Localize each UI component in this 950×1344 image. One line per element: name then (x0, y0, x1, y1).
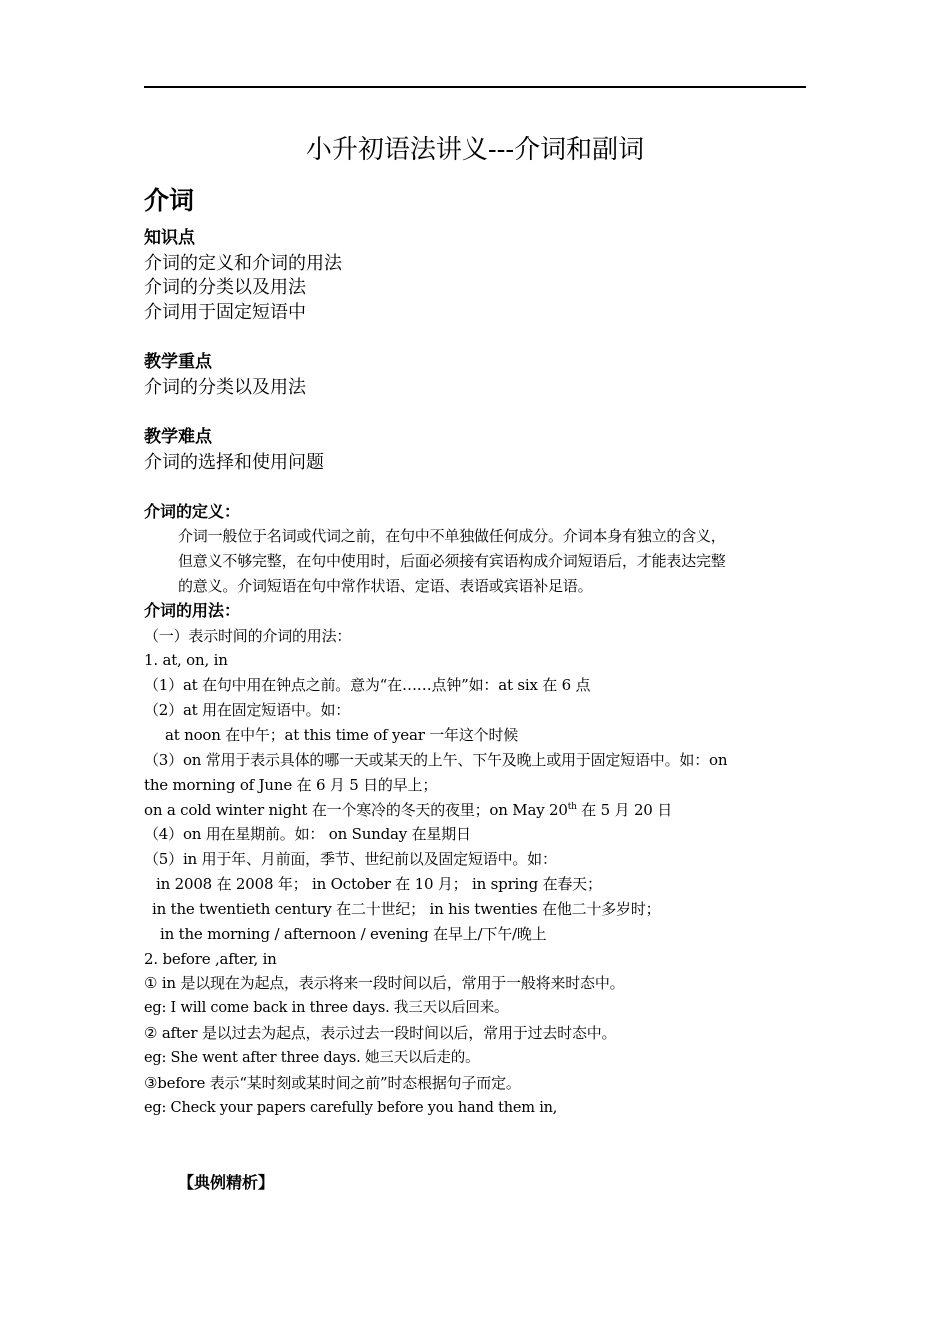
usage-line: （3）on 常用于表示具体的哪一天或某天的上午、下午及晚上或用于固定短语中。如：on (144, 751, 728, 769)
usage-line-part: on a cold winter night 在一个寒冷的冬天的夜里；on May 20 (144, 801, 568, 819)
definition-line: 的意义。介词短语在句中常作状语、定语、表语或宾语补足语。 (178, 577, 593, 595)
knowledge-heading: 知识点 (144, 228, 195, 248)
ordinal-suffix: th (567, 802, 577, 812)
usage-line: （1）at 在句中用在钟点之前。意为“在……点钟”如：at six 在 6 点 (144, 676, 591, 694)
document-title: 小升初语法讲义---介词和副词 (305, 135, 645, 165)
usage-line: （5）in 用于年、月前面，季节、世纪前以及固定短语中。如： (144, 850, 557, 868)
difficulty-text: 介词的选择和使用问题 (144, 452, 324, 473)
usage-line: the morning of June 在 6 月 5 日的早上； (144, 776, 438, 794)
usage-heading: 介词的用法： (144, 601, 241, 620)
definition-line: 但意义不够完整，在句中使用时，后面必须接有宾语构成介词短语后，才能表达完整 (178, 552, 726, 570)
usage-line: ③before 表示“某时刻或某时间之前”时态根据句子而定。 (144, 1074, 521, 1092)
usage-line: （4）on 用在星期前。如： on Sunday 在星期日 (144, 825, 471, 843)
usage-line: ① in 是以现在为起点，表示将来一段时间以后，常用于一般将来时态中。 (144, 974, 625, 992)
usage-line: （2）at 用在固定短语中。如： (144, 701, 351, 719)
usage-line: in the twentieth century 在二十世纪； in his twenties 在他二十多岁时； (152, 900, 661, 918)
section-heading: 介词 (144, 186, 195, 215)
knowledge-item: 介词的定义和介词的用法 (144, 253, 342, 274)
knowledge-item: 介词用于固定短语中 (144, 302, 306, 323)
difficulty-heading: 教学难点 (144, 427, 212, 447)
usage-line: eg: Check your papers carefully before you hand them in, (144, 1100, 558, 1116)
example-heading: 【典例精析】 (178, 1173, 275, 1192)
usage-line: 2. before ,after, in (144, 950, 277, 968)
key-point-text: 介词的分类以及用法 (144, 377, 306, 398)
usage-line: 1. at, on, in (144, 651, 228, 669)
usage-line: in 2008 在 2008 年； in October 在 10 月； in spring 在春天； (156, 875, 602, 893)
usage-line: ② after 是以过去为起点，表示过去一段时间以后，常用于过去时态中。 (144, 1024, 617, 1042)
definition-line: 介词一般位于名词或代词之前，在句中不单独做任何成分。介词本身有独立的含义， (178, 527, 726, 545)
usage-line: （一）表示时间的介词的用法： (144, 627, 352, 645)
usage-line: eg: I will come back in three days. 我三天以后回来。 (144, 1000, 509, 1016)
header-rule (144, 86, 806, 88)
definition-heading: 介词的定义： (144, 502, 241, 521)
knowledge-item: 介词的分类以及用法 (144, 277, 306, 298)
usage-line (144, 798, 672, 823)
key-point-heading: 教学重点 (144, 352, 212, 372)
usage-line: in the morning / afternoon / evening 在早上/下午/晚上 (160, 925, 547, 943)
usage-line-part: 在 5 月 20 日 (576, 801, 673, 819)
usage-line: at noon 在中午；at this time of year 一年这个时候 (165, 726, 519, 744)
usage-line: eg: She went after three days. 她三天以后走的。 (144, 1050, 480, 1066)
